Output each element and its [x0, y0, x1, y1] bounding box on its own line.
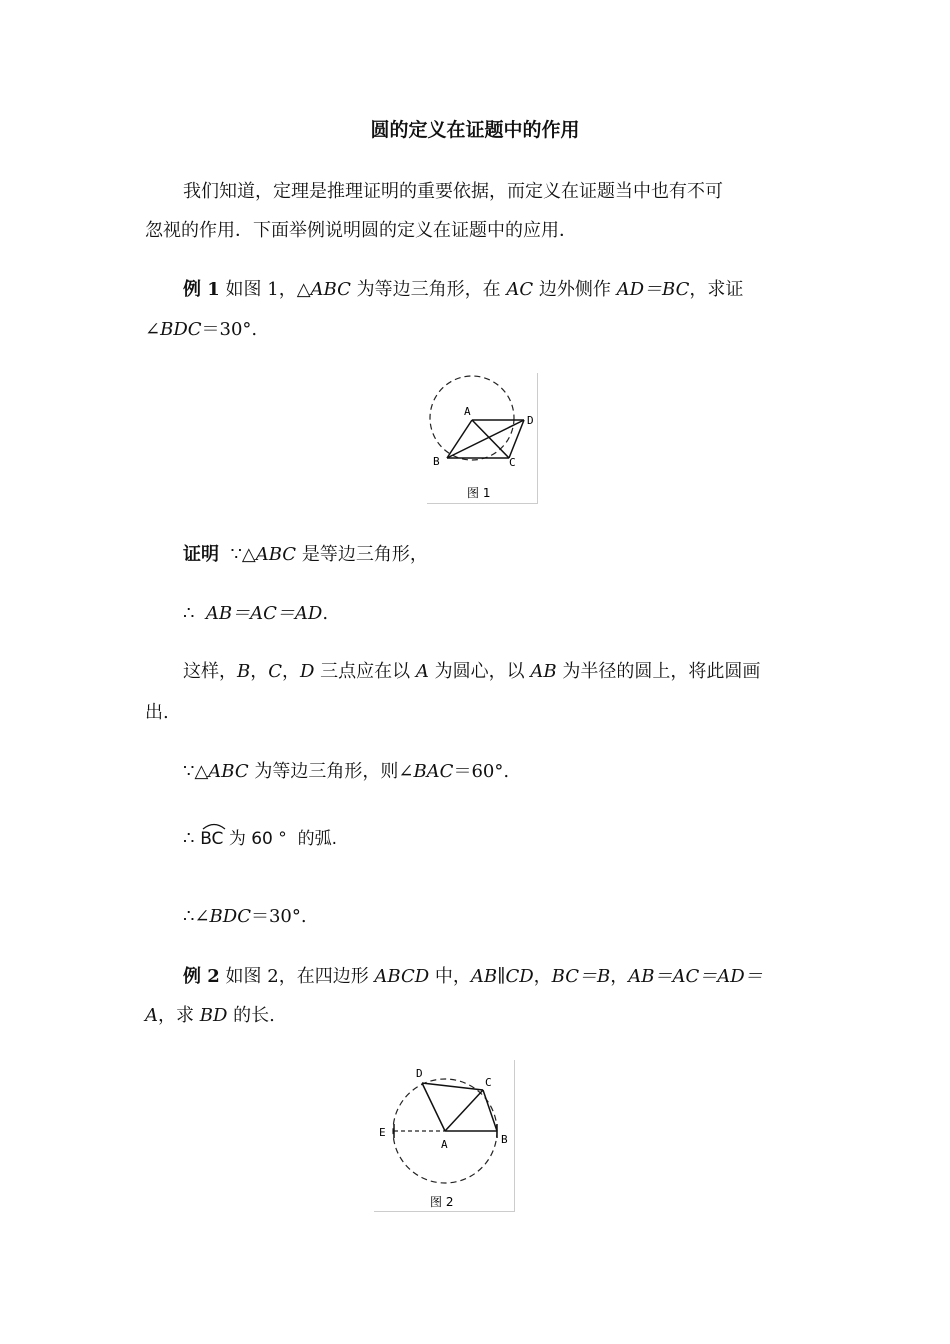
- point-b: B: [237, 661, 251, 682]
- example2-equation: AB＝AC＝AD＝: [628, 966, 763, 987]
- example1-line-2: [145, 318, 257, 342]
- proof-text: ＝60°.: [453, 761, 510, 782]
- example1-ac: AC: [506, 279, 534, 300]
- proof-text: 为等边三角形，则∠: [248, 761, 414, 782]
- arc-label: BC: [200, 829, 224, 849]
- example1-line-1: [183, 278, 743, 302]
- figure-2-diagram: [374, 1060, 514, 1211]
- figure-1: [427, 373, 538, 504]
- label-c: C: [485, 1076, 492, 1089]
- proof-text: ，: [250, 661, 269, 682]
- segment-ac: [445, 1090, 483, 1131]
- label-d: D: [416, 1067, 423, 1080]
- label-e: E: [379, 1126, 386, 1139]
- page-title: 圆的定义在证题中的作用: [370, 119, 580, 141]
- proof-text: 这样，: [183, 661, 237, 682]
- arc-bc: [200, 827, 223, 851]
- dashed-circle: [430, 376, 514, 460]
- proof-line-3: [183, 660, 760, 684]
- example1-label: 例 1: [183, 279, 220, 300]
- proof-line-2: [183, 602, 328, 626]
- segment-ac: [472, 420, 509, 458]
- example2-parallel: AB∥CD: [470, 966, 534, 987]
- intro-line-2: 忽视的作用．下面举例说明圆的定义在证题中的应用．: [145, 220, 577, 241]
- example1-text: ＝30°.: [201, 319, 258, 340]
- label-b: B: [501, 1133, 508, 1146]
- example1-text: 边外侧作: [533, 279, 617, 300]
- label-b: B: [433, 455, 440, 468]
- example1-text: 为等边三角形，在: [350, 279, 507, 300]
- example2-text: 中，: [429, 966, 471, 987]
- intro-line-1: 我们知道，定理是推理证明的重要依据，而定义在证题当中也有不可: [183, 181, 723, 202]
- example1-text: ，求证: [689, 279, 744, 300]
- because-symbol: ∵△: [183, 761, 209, 782]
- figure-1-caption: 图 1: [467, 486, 491, 500]
- label-a: A: [441, 1138, 448, 1151]
- segment-da: [422, 1083, 445, 1131]
- segment-bd: [447, 420, 524, 458]
- point-c: C: [268, 661, 283, 682]
- example2-bc: BC＝B: [551, 966, 611, 987]
- proof-text: 为 60 ° 的弧.: [223, 829, 337, 849]
- point-d: D: [300, 661, 315, 682]
- value-a: A: [145, 1005, 158, 1026]
- figure-2: [374, 1060, 515, 1212]
- figure-1-diagram: [427, 373, 537, 503]
- therefore-symbol: ∴∠: [183, 906, 210, 927]
- proof-text: ，: [282, 661, 301, 682]
- example2-text: ，: [610, 966, 629, 987]
- therefore-symbol: ∴: [183, 828, 201, 849]
- segment-bd-text: BD: [199, 1005, 228, 1026]
- figure-2-caption: 图 2: [430, 1195, 454, 1209]
- angle-symbol: ∠: [145, 319, 161, 340]
- example1-equation: AD＝BC: [616, 279, 690, 300]
- proof-line-4: 出.: [145, 702, 169, 723]
- example2-line-1: [183, 965, 763, 989]
- point-a: A: [415, 661, 429, 682]
- proof-text: ∵△: [219, 544, 256, 565]
- proof-text: ＝30°.: [250, 906, 307, 927]
- example2-text: 的长.: [227, 1005, 275, 1026]
- proof-abc: ABC: [255, 544, 297, 565]
- label-c: C: [509, 456, 516, 469]
- segment-ab-text: AB: [530, 661, 557, 682]
- proof-line-6: [183, 827, 337, 851]
- proof-line-7: [183, 905, 307, 929]
- proof-text: 三点应在以: [314, 661, 416, 682]
- example1-bdc: BDC: [160, 319, 202, 340]
- proof-equation: AB＝AC＝AD: [205, 603, 323, 624]
- angle-bdc: BDC: [209, 906, 251, 927]
- example2-label: 例 2: [183, 966, 220, 987]
- example1-text: 如图 1，△: [219, 279, 311, 300]
- proof-text: .: [322, 603, 329, 624]
- example2-abcd: ABCD: [374, 966, 430, 987]
- proof-text: 是等边三角形，: [296, 544, 428, 565]
- label-d: D: [527, 414, 534, 427]
- therefore-symbol: ∴: [183, 603, 206, 624]
- example2-text: ，求: [158, 1005, 200, 1026]
- proof-text: 为半径的圆上，将此圆画: [556, 661, 761, 682]
- proof-abc: ABC: [208, 761, 249, 782]
- proof-line-5: [183, 760, 509, 784]
- proof-line-1: [183, 543, 428, 567]
- segment-dc: [422, 1083, 483, 1090]
- example1-abc: ABC: [310, 279, 351, 300]
- angle-bac: BAC: [413, 761, 454, 782]
- label-a: A: [464, 405, 471, 418]
- segment-cb: [483, 1090, 497, 1131]
- example2-text: ，: [533, 966, 552, 987]
- proof-label: 证明: [183, 544, 219, 565]
- arc-mark-icon: [201, 822, 227, 830]
- proof-text: 为圆心，以: [428, 661, 531, 682]
- example2-line-2: [145, 1004, 275, 1028]
- example2-text: 如图 2，在四边形: [219, 966, 375, 987]
